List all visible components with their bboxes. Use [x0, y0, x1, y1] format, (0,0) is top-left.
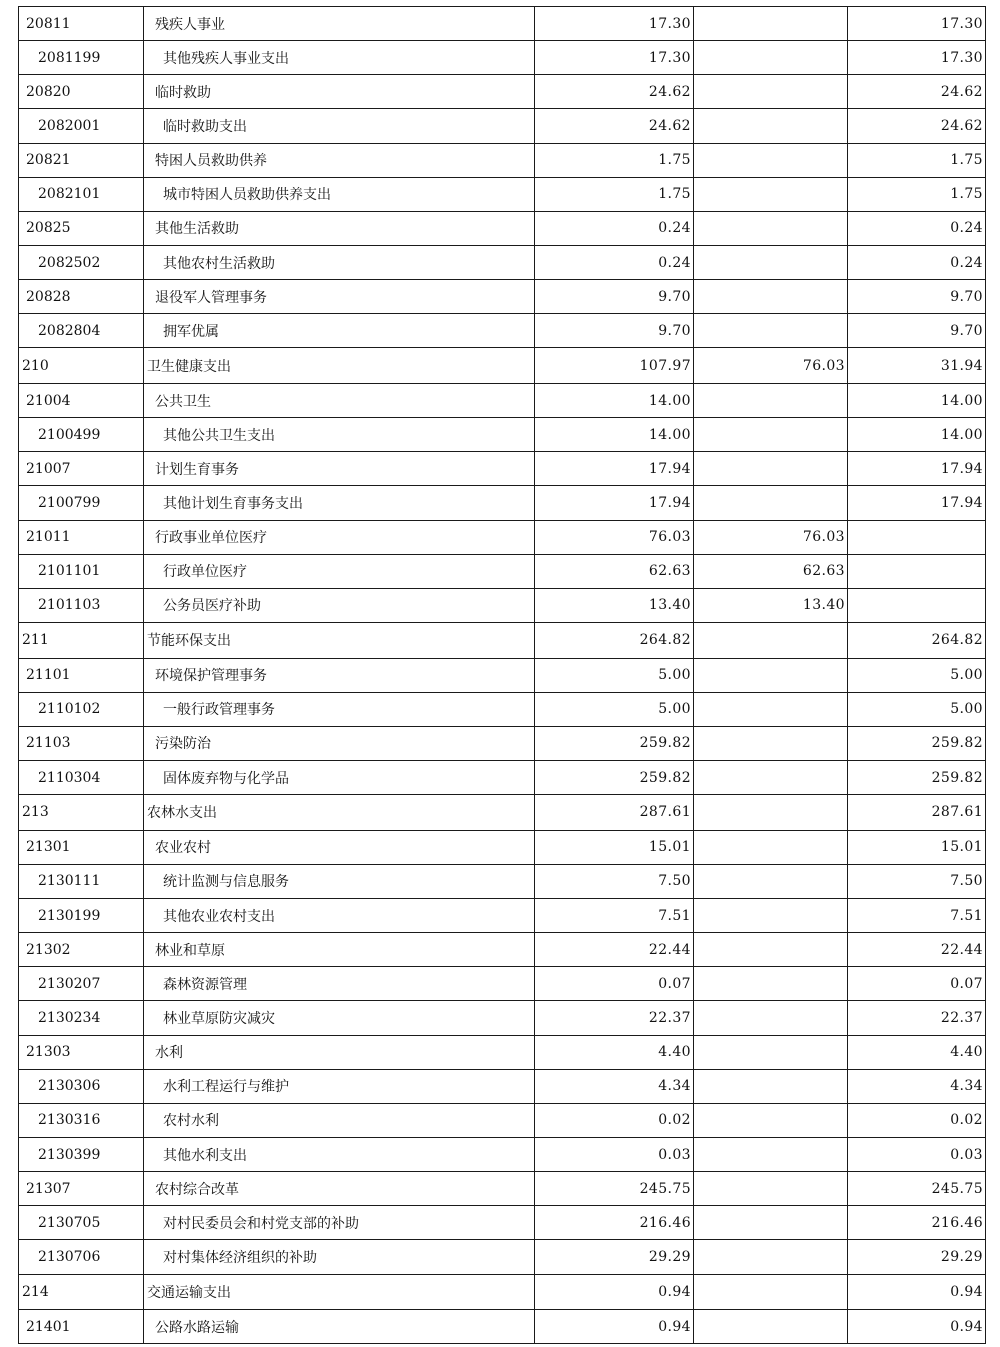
basic-expenditure-cell	[694, 761, 848, 795]
total-amount-cell: 0.24	[535, 211, 694, 245]
project-expenditure-cell: 0.07	[848, 967, 986, 1001]
table-row	[19, 109, 986, 143]
basic-expenditure-cell	[694, 109, 848, 143]
subject-name-cell: 农村综合改革	[144, 1172, 535, 1206]
subject-name-cell: 临时救助支出	[144, 109, 535, 143]
subject-code-cell: 2130207	[19, 967, 144, 1001]
total-amount-cell: 0.02	[535, 1103, 694, 1137]
subject-name-cell: 城市特困人员救助供养支出	[144, 177, 535, 211]
subject-code-cell: 2130111	[19, 864, 144, 898]
subject-code-cell: 2130199	[19, 899, 144, 933]
basic-expenditure-cell	[694, 1001, 848, 1035]
subject-code-cell: 20821	[19, 143, 144, 177]
table-row	[19, 726, 986, 760]
project-expenditure-cell: 4.34	[848, 1069, 986, 1103]
project-expenditure-cell: 245.75	[848, 1172, 986, 1206]
project-expenditure-cell: 0.94	[848, 1274, 986, 1310]
subject-name-cell: 对村民委员会和村党支部的补助	[144, 1206, 535, 1240]
table-row	[19, 280, 986, 314]
subject-code-cell: 2101101	[19, 554, 144, 588]
total-amount-cell: 17.30	[535, 7, 694, 41]
total-amount-cell: 0.03	[535, 1138, 694, 1172]
table-row	[19, 486, 986, 520]
table-row	[19, 658, 986, 692]
subject-code-cell: 21301	[19, 830, 144, 864]
table-body	[19, 7, 986, 1344]
basic-expenditure-cell	[694, 75, 848, 109]
total-amount-cell: 9.70	[535, 314, 694, 348]
basic-expenditure-cell	[694, 864, 848, 898]
basic-expenditure-cell	[694, 7, 848, 41]
subject-code-cell: 21011	[19, 520, 144, 554]
table-row	[19, 864, 986, 898]
table-row	[19, 692, 986, 726]
project-expenditure-cell: 29.29	[848, 1240, 986, 1274]
table-row	[19, 554, 986, 588]
subject-code-cell: 2130306	[19, 1069, 144, 1103]
project-expenditure-cell: 1.75	[848, 177, 986, 211]
total-amount-cell: 22.44	[535, 933, 694, 967]
total-amount-cell: 5.00	[535, 658, 694, 692]
basic-expenditure-cell	[694, 795, 848, 831]
subject-code-cell: 2100799	[19, 486, 144, 520]
basic-expenditure-cell	[694, 486, 848, 520]
project-expenditure-cell: 259.82	[848, 761, 986, 795]
project-expenditure-cell: 7.50	[848, 864, 986, 898]
table-row	[19, 1206, 986, 1240]
subject-code-cell: 211	[19, 622, 144, 658]
project-expenditure-cell: 17.30	[848, 7, 986, 41]
subject-code-cell: 2130706	[19, 1240, 144, 1274]
subject-name-cell: 固体废弃物与化学品	[144, 761, 535, 795]
total-amount-cell: 0.24	[535, 245, 694, 279]
subject-name-cell: 污染防治	[144, 726, 535, 760]
subject-code-cell: 2082502	[19, 245, 144, 279]
subject-name-cell: 环境保护管理事务	[144, 658, 535, 692]
table-row	[19, 7, 986, 41]
table-row	[19, 1310, 986, 1344]
subject-code-cell: 2130399	[19, 1138, 144, 1172]
subject-name-cell: 公路水路运输	[144, 1310, 535, 1344]
total-amount-cell: 4.40	[535, 1035, 694, 1069]
project-expenditure-cell: 0.03	[848, 1138, 986, 1172]
total-amount-cell: 62.63	[535, 554, 694, 588]
subject-name-cell: 其他公共卫生支出	[144, 418, 535, 452]
basic-expenditure-cell	[694, 1310, 848, 1344]
budget-expenditure-table	[18, 6, 986, 1344]
table-row	[19, 1001, 986, 1035]
subject-name-cell: 其他农村生活救助	[144, 245, 535, 279]
basic-expenditure-cell	[694, 384, 848, 418]
basic-expenditure-cell	[694, 280, 848, 314]
project-expenditure-cell: 14.00	[848, 418, 986, 452]
total-amount-cell: 4.34	[535, 1069, 694, 1103]
total-amount-cell: 0.94	[535, 1274, 694, 1310]
subject-code-cell: 20828	[19, 280, 144, 314]
subject-code-cell: 21101	[19, 658, 144, 692]
total-amount-cell: 259.82	[535, 761, 694, 795]
basic-expenditure-cell	[694, 692, 848, 726]
subject-code-cell: 2100499	[19, 418, 144, 452]
table-row	[19, 1035, 986, 1069]
basic-expenditure-cell	[694, 41, 848, 75]
table-row	[19, 75, 986, 109]
subject-code-cell: 20820	[19, 75, 144, 109]
total-amount-cell: 9.70	[535, 280, 694, 314]
project-expenditure-cell: 0.24	[848, 211, 986, 245]
subject-code-cell: 2130705	[19, 1206, 144, 1240]
subject-name-cell: 林业草原防灾减灾	[144, 1001, 535, 1035]
project-expenditure-cell: 14.00	[848, 384, 986, 418]
subject-name-cell: 水利工程运行与维护	[144, 1069, 535, 1103]
project-expenditure-cell: 31.94	[848, 348, 986, 384]
total-amount-cell: 259.82	[535, 726, 694, 760]
project-expenditure-cell: 287.61	[848, 795, 986, 831]
project-expenditure-cell: 22.37	[848, 1001, 986, 1035]
basic-expenditure-cell	[694, 177, 848, 211]
total-amount-cell: 7.51	[535, 899, 694, 933]
total-amount-cell: 15.01	[535, 830, 694, 864]
basic-expenditure-cell	[694, 211, 848, 245]
subject-code-cell: 20825	[19, 211, 144, 245]
project-expenditure-cell: 7.51	[848, 899, 986, 933]
subject-code-cell: 21302	[19, 933, 144, 967]
subject-name-cell: 其他计划生育事务支出	[144, 486, 535, 520]
subject-name-cell: 统计监测与信息服务	[144, 864, 535, 898]
total-amount-cell: 76.03	[535, 520, 694, 554]
table-row	[19, 899, 986, 933]
total-amount-cell: 1.75	[535, 177, 694, 211]
basic-expenditure-cell	[694, 143, 848, 177]
subject-name-cell: 其他水利支出	[144, 1138, 535, 1172]
table-row	[19, 520, 986, 554]
subject-name-cell: 其他生活救助	[144, 211, 535, 245]
basic-expenditure-cell	[694, 658, 848, 692]
table-row	[19, 761, 986, 795]
total-amount-cell: 14.00	[535, 418, 694, 452]
subject-name-cell: 计划生育事务	[144, 452, 535, 486]
project-expenditure-cell: 0.02	[848, 1103, 986, 1137]
basic-expenditure-cell	[694, 726, 848, 760]
subject-code-cell: 21004	[19, 384, 144, 418]
project-expenditure-cell: 264.82	[848, 622, 986, 658]
subject-name-cell: 拥军优属	[144, 314, 535, 348]
table-row	[19, 967, 986, 1001]
basic-expenditure-cell: 76.03	[694, 348, 848, 384]
project-expenditure-cell: 1.75	[848, 143, 986, 177]
subject-name-cell: 水利	[144, 1035, 535, 1069]
basic-expenditure-cell	[694, 245, 848, 279]
subject-code-cell: 21303	[19, 1035, 144, 1069]
project-expenditure-cell	[848, 520, 986, 554]
subject-name-cell: 一般行政管理事务	[144, 692, 535, 726]
project-expenditure-cell: 24.62	[848, 75, 986, 109]
table-row	[19, 1172, 986, 1206]
table-row	[19, 622, 986, 658]
subject-name-cell: 特困人员救助供养	[144, 143, 535, 177]
basic-expenditure-cell	[694, 418, 848, 452]
total-amount-cell: 24.62	[535, 75, 694, 109]
subject-code-cell: 21103	[19, 726, 144, 760]
basic-expenditure-cell	[694, 1240, 848, 1274]
project-expenditure-cell: 17.30	[848, 41, 986, 75]
subject-name-cell: 临时救助	[144, 75, 535, 109]
total-amount-cell: 0.94	[535, 1310, 694, 1344]
subject-code-cell: 21007	[19, 452, 144, 486]
subject-name-cell: 农林水支出	[144, 795, 535, 831]
table-row	[19, 143, 986, 177]
basic-expenditure-cell	[694, 830, 848, 864]
basic-expenditure-cell: 76.03	[694, 520, 848, 554]
subject-code-cell: 2082001	[19, 109, 144, 143]
table-row	[19, 933, 986, 967]
table-row	[19, 588, 986, 622]
total-amount-cell: 13.40	[535, 588, 694, 622]
basic-expenditure-cell	[694, 1274, 848, 1310]
total-amount-cell: 22.37	[535, 1001, 694, 1035]
total-amount-cell: 264.82	[535, 622, 694, 658]
table-row	[19, 418, 986, 452]
basic-expenditure-cell	[694, 1138, 848, 1172]
project-expenditure-cell: 5.00	[848, 692, 986, 726]
project-expenditure-cell: 0.24	[848, 245, 986, 279]
project-expenditure-cell: 5.00	[848, 658, 986, 692]
project-expenditure-cell: 0.94	[848, 1310, 986, 1344]
subject-code-cell: 2130234	[19, 1001, 144, 1035]
total-amount-cell: 5.00	[535, 692, 694, 726]
table-row	[19, 1069, 986, 1103]
subject-name-cell: 其他残疾人事业支出	[144, 41, 535, 75]
table-row	[19, 1138, 986, 1172]
total-amount-cell: 14.00	[535, 384, 694, 418]
table-row	[19, 1103, 986, 1137]
subject-code-cell: 213	[19, 795, 144, 831]
subject-name-cell: 交通运输支出	[144, 1274, 535, 1310]
basic-expenditure-cell	[694, 1035, 848, 1069]
basic-expenditure-cell	[694, 314, 848, 348]
subject-name-cell: 行政事业单位医疗	[144, 520, 535, 554]
project-expenditure-cell: 17.94	[848, 452, 986, 486]
subject-name-cell: 林业和草原	[144, 933, 535, 967]
subject-name-cell: 农业农村	[144, 830, 535, 864]
total-amount-cell: 17.94	[535, 486, 694, 520]
basic-expenditure-cell	[694, 933, 848, 967]
subject-code-cell: 2082101	[19, 177, 144, 211]
subject-code-cell: 21401	[19, 1310, 144, 1344]
subject-name-cell: 公共卫生	[144, 384, 535, 418]
basic-expenditure-cell	[694, 622, 848, 658]
total-amount-cell: 107.97	[535, 348, 694, 384]
table-row	[19, 348, 986, 384]
total-amount-cell: 287.61	[535, 795, 694, 831]
subject-code-cell: 2110102	[19, 692, 144, 726]
subject-name-cell: 卫生健康支出	[144, 348, 535, 384]
project-expenditure-cell: 15.01	[848, 830, 986, 864]
subject-name-cell: 节能环保支出	[144, 622, 535, 658]
table-row	[19, 314, 986, 348]
basic-expenditure-cell	[694, 452, 848, 486]
subject-name-cell: 残疾人事业	[144, 7, 535, 41]
subject-code-cell: 2082804	[19, 314, 144, 348]
table-row	[19, 795, 986, 831]
table-row	[19, 830, 986, 864]
basic-expenditure-cell	[694, 1069, 848, 1103]
basic-expenditure-cell	[694, 1206, 848, 1240]
basic-expenditure-cell	[694, 967, 848, 1001]
total-amount-cell: 245.75	[535, 1172, 694, 1206]
subject-name-cell: 森林资源管理	[144, 967, 535, 1001]
total-amount-cell: 17.30	[535, 41, 694, 75]
table-row	[19, 1274, 986, 1310]
basic-expenditure-cell	[694, 899, 848, 933]
total-amount-cell: 216.46	[535, 1206, 694, 1240]
project-expenditure-cell: 9.70	[848, 314, 986, 348]
total-amount-cell: 17.94	[535, 452, 694, 486]
subject-name-cell: 行政单位医疗	[144, 554, 535, 588]
project-expenditure-cell: 22.44	[848, 933, 986, 967]
basic-expenditure-cell	[694, 1172, 848, 1206]
project-expenditure-cell	[848, 588, 986, 622]
total-amount-cell: 1.75	[535, 143, 694, 177]
project-expenditure-cell: 24.62	[848, 109, 986, 143]
project-expenditure-cell	[848, 554, 986, 588]
subject-name-cell: 其他农业农村支出	[144, 899, 535, 933]
table-row	[19, 41, 986, 75]
subject-code-cell: 214	[19, 1274, 144, 1310]
subject-code-cell: 2130316	[19, 1103, 144, 1137]
subject-name-cell: 农村水利	[144, 1103, 535, 1137]
total-amount-cell: 0.07	[535, 967, 694, 1001]
subject-code-cell: 21307	[19, 1172, 144, 1206]
project-expenditure-cell: 216.46	[848, 1206, 986, 1240]
subject-name-cell: 对村集体经济组织的补助	[144, 1240, 535, 1274]
subject-name-cell: 退役军人管理事务	[144, 280, 535, 314]
project-expenditure-cell: 17.94	[848, 486, 986, 520]
subject-code-cell: 2081199	[19, 41, 144, 75]
table-row	[19, 1240, 986, 1274]
subject-code-cell: 2101103	[19, 588, 144, 622]
table-row	[19, 452, 986, 486]
subject-code-cell: 210	[19, 348, 144, 384]
basic-expenditure-cell	[694, 1103, 848, 1137]
project-expenditure-cell: 259.82	[848, 726, 986, 760]
project-expenditure-cell: 4.40	[848, 1035, 986, 1069]
table-row	[19, 245, 986, 279]
table-row	[19, 211, 986, 245]
project-expenditure-cell: 9.70	[848, 280, 986, 314]
subject-name-cell: 公务员医疗补助	[144, 588, 535, 622]
subject-code-cell: 2110304	[19, 761, 144, 795]
basic-expenditure-cell: 62.63	[694, 554, 848, 588]
total-amount-cell: 24.62	[535, 109, 694, 143]
table-row	[19, 177, 986, 211]
subject-code-cell: 20811	[19, 7, 144, 41]
total-amount-cell: 7.50	[535, 864, 694, 898]
total-amount-cell: 29.29	[535, 1240, 694, 1274]
basic-expenditure-cell: 13.40	[694, 588, 848, 622]
table-row	[19, 384, 986, 418]
